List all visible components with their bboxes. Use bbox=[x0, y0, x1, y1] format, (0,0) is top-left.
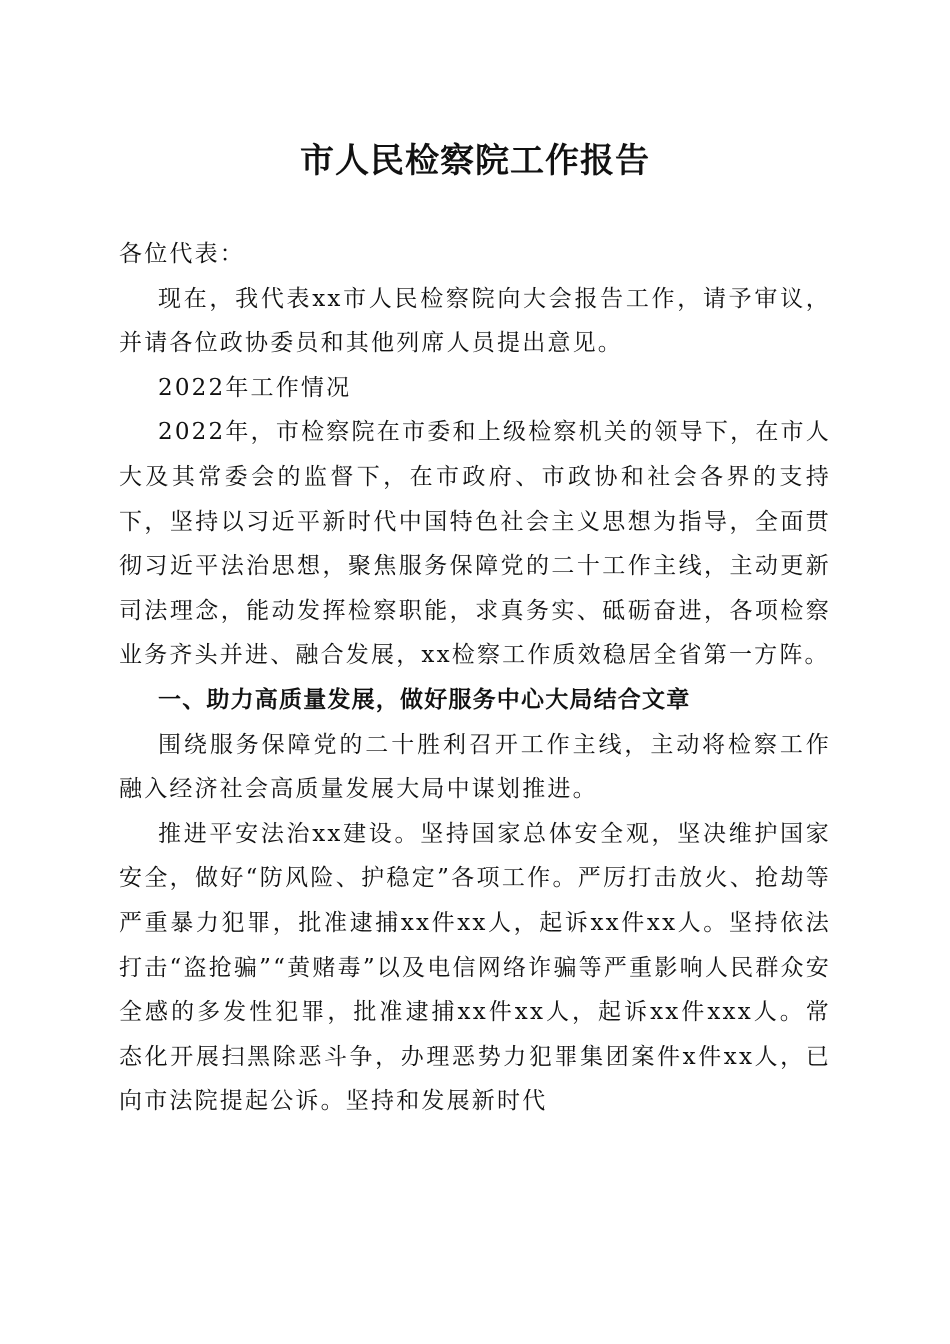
section-heading-1: 一、助力高质量发展，做好服务中心大局结合文章 bbox=[158, 686, 691, 713]
subheading-2022-work: 2022年工作情况 bbox=[158, 374, 352, 401]
document-title: 市人民检察院工作报告 bbox=[300, 141, 650, 181]
document-body bbox=[119, 232, 831, 1124]
paragraph-safe-rule-of-law: 推进平安法治xx建设。坚持国家总体安全观，坚决维护国家安全，做好“防风险、护稳定”各项工作。严厉打击放火、抢劫等严重暴力犯罪，批准逮捕xx件xx人，起诉xx件xx人。坚持依法打击“盗抢骗”“黄赌毒”以及电信网络诈骗等严重影响人民群众安全感的多发性犯罪，批准逮捕xx件xx人，起诉xx件xxx人。常态化开展扫黑除恶斗争，办理恶势力犯罪集团案件x件xx人，已向市法院提起公诉。坚持和发展新时代 bbox=[119, 820, 831, 1115]
paragraph-section-1-intro: 围绕服务保障党的二十胜利召开工作主线，主动将检察工作融入经济社会高质量发展大局中谋划推进。 bbox=[119, 731, 831, 803]
salutation: 各位代表： bbox=[119, 241, 245, 267]
paragraph-2022-summary: 2022年，市检察院在市委和上级检察机关的领导下，在市人大及其常委会的监督下，在市政府、市政协和社会各界的支持下，坚持以习近平新时代中国特色社会主义思想为指导，全面贯彻习近平法治思想，聚焦服务保障党的二十工作主线，主动更新司法理念，能动发挥检察职能，求真务实、砥砺奋进，各项检察业务齐头并进、融合发展，xx检察工作质效稳居全省第一方阵。 bbox=[119, 419, 831, 669]
paragraph-intro: 现在，我代表xx市人民检察院向大会报告工作，请予审议，并请各位政协委员和其他列席人员提出意见。 bbox=[119, 285, 831, 357]
